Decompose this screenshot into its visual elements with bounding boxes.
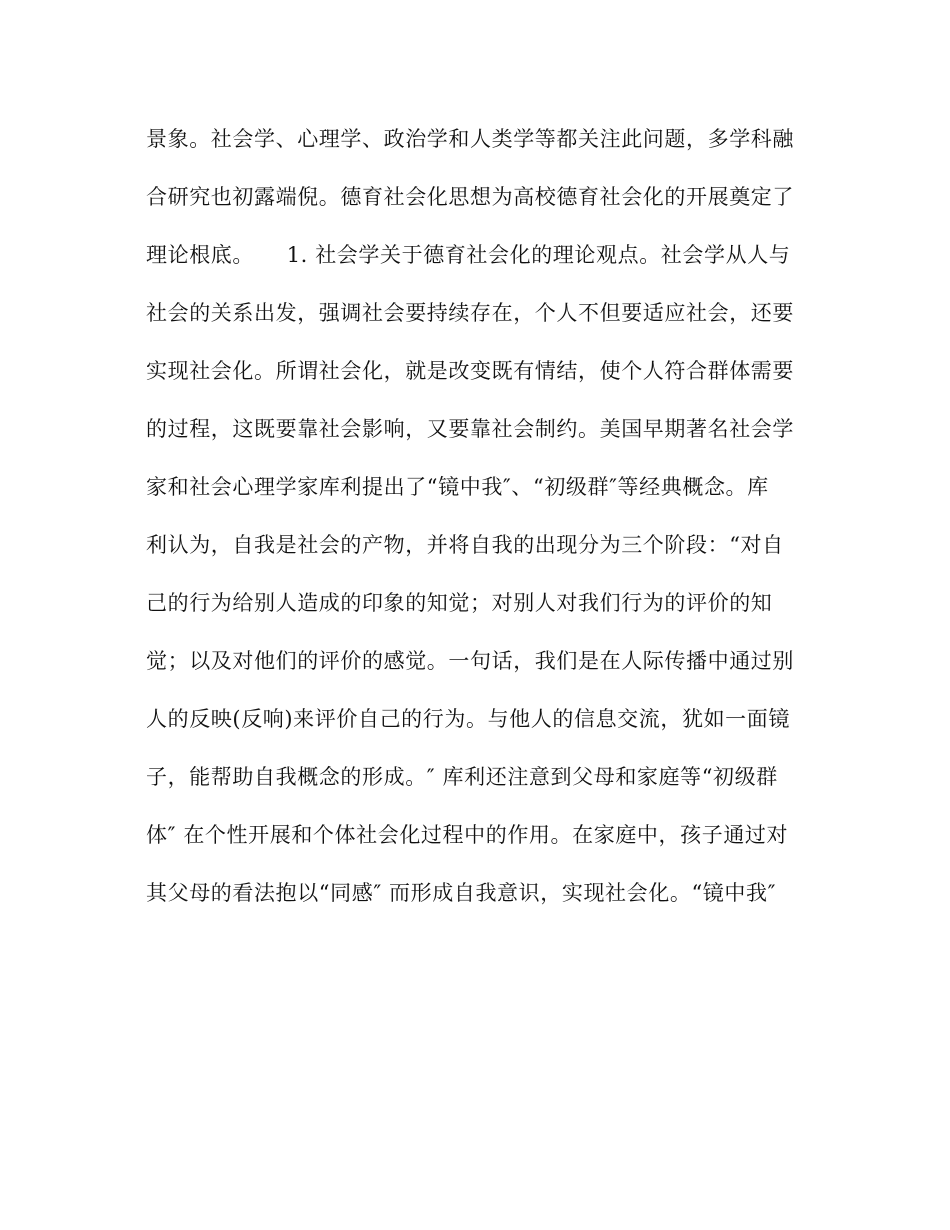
text-line: 己的行为给别人造成的印象的知觉；对别人对我们行为的评价的知 xyxy=(146,591,773,615)
text-line: 的过程，这既要靠社会影响，又要靠社会制约。美国早期著名社会学 xyxy=(146,417,794,441)
text-line: 社会的关系出发，强调社会要持续存在，个人不但要适应社会，还要 xyxy=(146,301,794,325)
text-line: 理论根底。 1. 社会学关于德育社会化的理论观点。社会学从人与 xyxy=(146,243,791,267)
text-line: 家和社会心理学家库利提出了“镜中我″、“初级群″等经典概念。库 xyxy=(146,475,769,499)
text-line: 子，能帮助自我概念的形成。″ 库利还注意到父母和家庭等“初级群 xyxy=(146,765,778,789)
text-line: 合研究也初露端倪。德育社会化思想为高校德育社会化的开展奠定了 xyxy=(146,185,794,209)
text-line: 人的反映(反响)来评价自己的行为。与他人的信息交流，犹如一面镜 xyxy=(146,707,790,731)
text-line: 利认为，自我是社会的产物，并将自我的出现分为三个阶段：“对自 xyxy=(146,533,784,557)
text-line: 实现社会化。所谓社会化，就是改变既有情结，使个人符合群体需要 xyxy=(146,359,794,383)
text-line: 体″ 在个性开展和个体社会化过程中的作用。在家庭中，孩子通过对 xyxy=(146,823,789,847)
body-text xyxy=(146,119,806,931)
text-line: 其父母的看法抱以“同感″ 而形成自我意识，实现社会化。“镜中我″ xyxy=(146,881,777,905)
text-line: 景象。社会学、心理学、政治学和人类学等都关注此问题，多学科融 xyxy=(146,127,794,151)
text-line: 觉；以及对他们的评价的感觉。一句话，我们是在人际传播中通过别 xyxy=(146,649,794,673)
